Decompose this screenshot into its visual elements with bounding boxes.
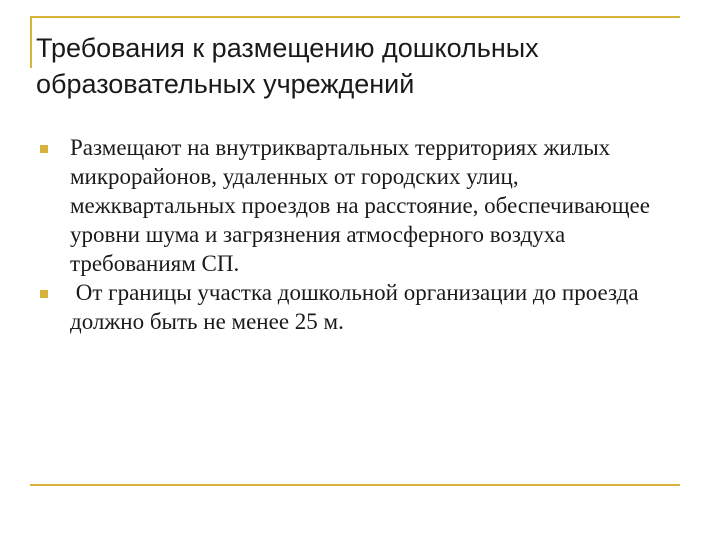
square-bullet-icon	[40, 145, 48, 153]
square-bullet-icon	[40, 290, 48, 298]
frame-bottom-line	[30, 484, 680, 486]
slide-title: Требования к размещению дошкольных образовательных учреждений	[36, 33, 539, 99]
bullet-item	[38, 133, 678, 278]
frame-top-line	[30, 16, 680, 18]
bullet-text: От границы участка дошкольной организации до проезда должно быть не менее 25 м.	[70, 280, 645, 334]
bullet-list	[38, 133, 678, 336]
bullet-item	[38, 278, 678, 336]
bullet-text: Размещают на внутриквартальных территориях жилых микрорайонов, удаленных от городских улиц, межквартальных проездов на расстояние, обеспечивающее уровни шума и загрязнения атмосферного воздуха требованиям СП.	[70, 135, 650, 276]
frame-left-line	[30, 16, 32, 68]
